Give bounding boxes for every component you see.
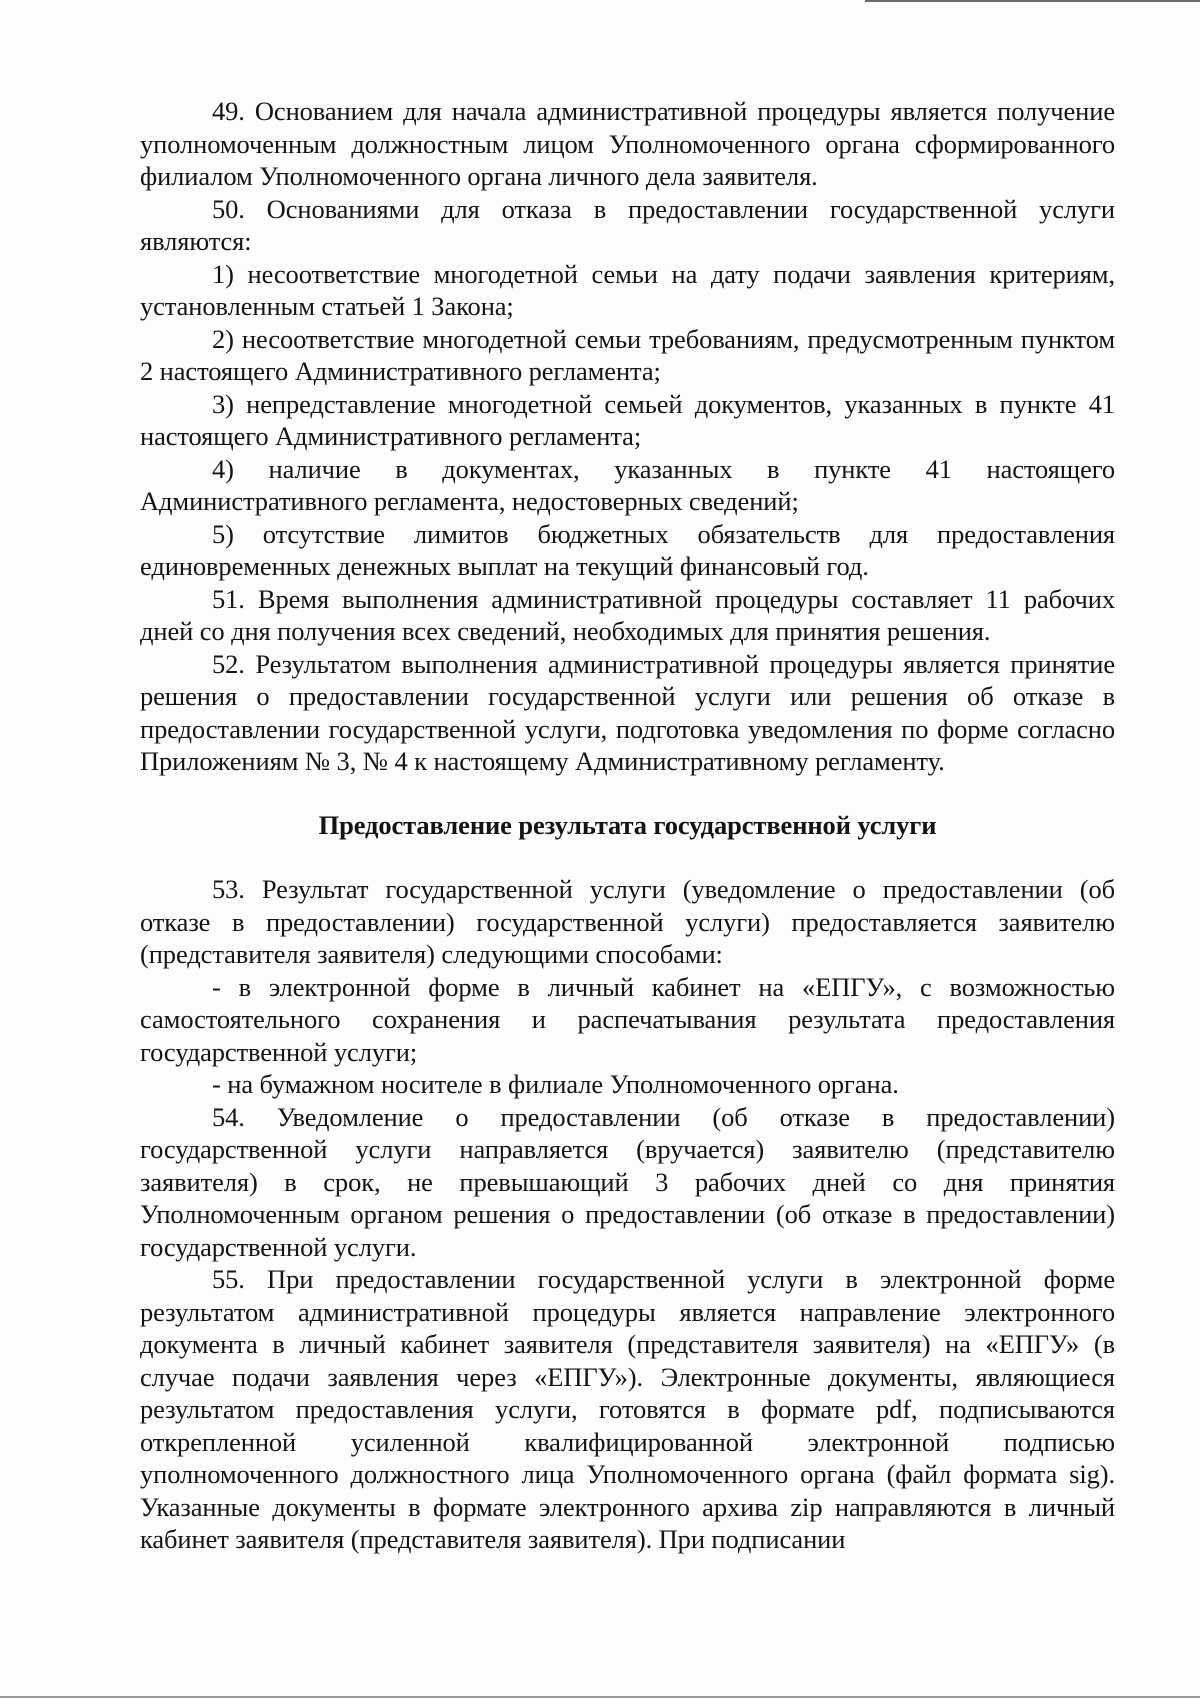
paragraph-53: 53. Результат государственной услуги (уведомление о предоставлении (об отказе в предоставлении) государственной услуги) предоставляется заявителю (представителя заявителя) следующими способами: — [140, 874, 1115, 969]
paragraph-49: 49. Основанием для начала административной процедуры является получение уполномоченным должностным лицом Уполномоченного органа сформированного филиалом Уполномоченного органа личного дела заявителя. — [140, 96, 1115, 191]
list-item-1: 1) несоответствие многодетной семьи на дату подачи заявления критериям, установленным статьей 1 Закона; — [140, 258, 1115, 321]
list-item-4: 4) наличие в документах, указанных в пункте 41 настоящего Административного регламента, недостоверных сведений; — [140, 453, 1115, 516]
method-electronic: - в электронной форме в личный кабинет на «ЕПГУ», с возможностью самостоятельного сохранения и распечатывания результата предоставления государственной услуги; — [140, 971, 1115, 1067]
paragraph-51: 51. Время выполнения административной процедуры составляет 11 рабочих дней со дня получения всех сведений, необходимых для принятия решения. — [140, 583, 1115, 646]
paragraph-50: 50. Основаниями для отказа в предоставлении государственной услуги являются: — [140, 193, 1115, 256]
paragraph-52: 52. Результатом выполнения административной процедуры является принятие решения о предоставлении государственной услуги или решения об отказе в предоставлении государственной услуги, подготовка уведомления по форме согласно Приложениям № 3, № 4 к настоящему Административному регламенту. — [140, 648, 1115, 776]
spacer — [140, 841, 1115, 873]
scan-edge-top — [865, 0, 1200, 2]
method-paper: - на бумажном носителе в филиале Уполномоченного органа. — [212, 1069, 899, 1099]
list-item-5: 5) отсутствие лимитов бюджетных обязательств для предоставления единовременных денежных выплат на текущий финансовый год. — [140, 518, 1115, 581]
paragraph-54: 54. Уведомление о предоставлении (об отказе в предоставлении) государственной услуги направляется (вручается) заявителю (представителю заявителя) в срок, не превышающий 3 рабочих дней со дня принятия Уполномоченным органом решения о предоставлении (об отказе в предоставлении) государственной услуги. — [140, 1101, 1115, 1262]
section-heading: Предоставление результата государственной услуги — [318, 809, 937, 840]
list-item-2: 2) несоответствие многодетной семьи требованиям, предусмотренным пунктом 2 настоящего Административного регламента; — [140, 323, 1115, 386]
spacer — [140, 778, 1115, 809]
list-item-3: 3) непредставление многодетной семьей документов, указанных в пункте 41 настоящего Административного регламента; — [140, 388, 1115, 451]
paragraph-55: 55. При предоставлении государственной услуги в электронной форме результатом административной процедуры является направление электронного документа в личный кабинет заявителя (представителя заявителя) на «ЕПГУ» (в случае подачи заявления через «ЕПГУ»). Электронные документы, являющиеся результатом предоставления услуги, готовятся в формате pdf, подписываются открепленной усиленной квалифицированной электронной подписью уполномоченного должностного лица Уполномоченного органа (файл формата sig). Указанные документы в формате электронного архива zip направляются в личный кабинет заявителя (представителя заявителя). При подписании — [140, 1264, 1115, 1554]
document-body — [140, 95, 1115, 1556]
